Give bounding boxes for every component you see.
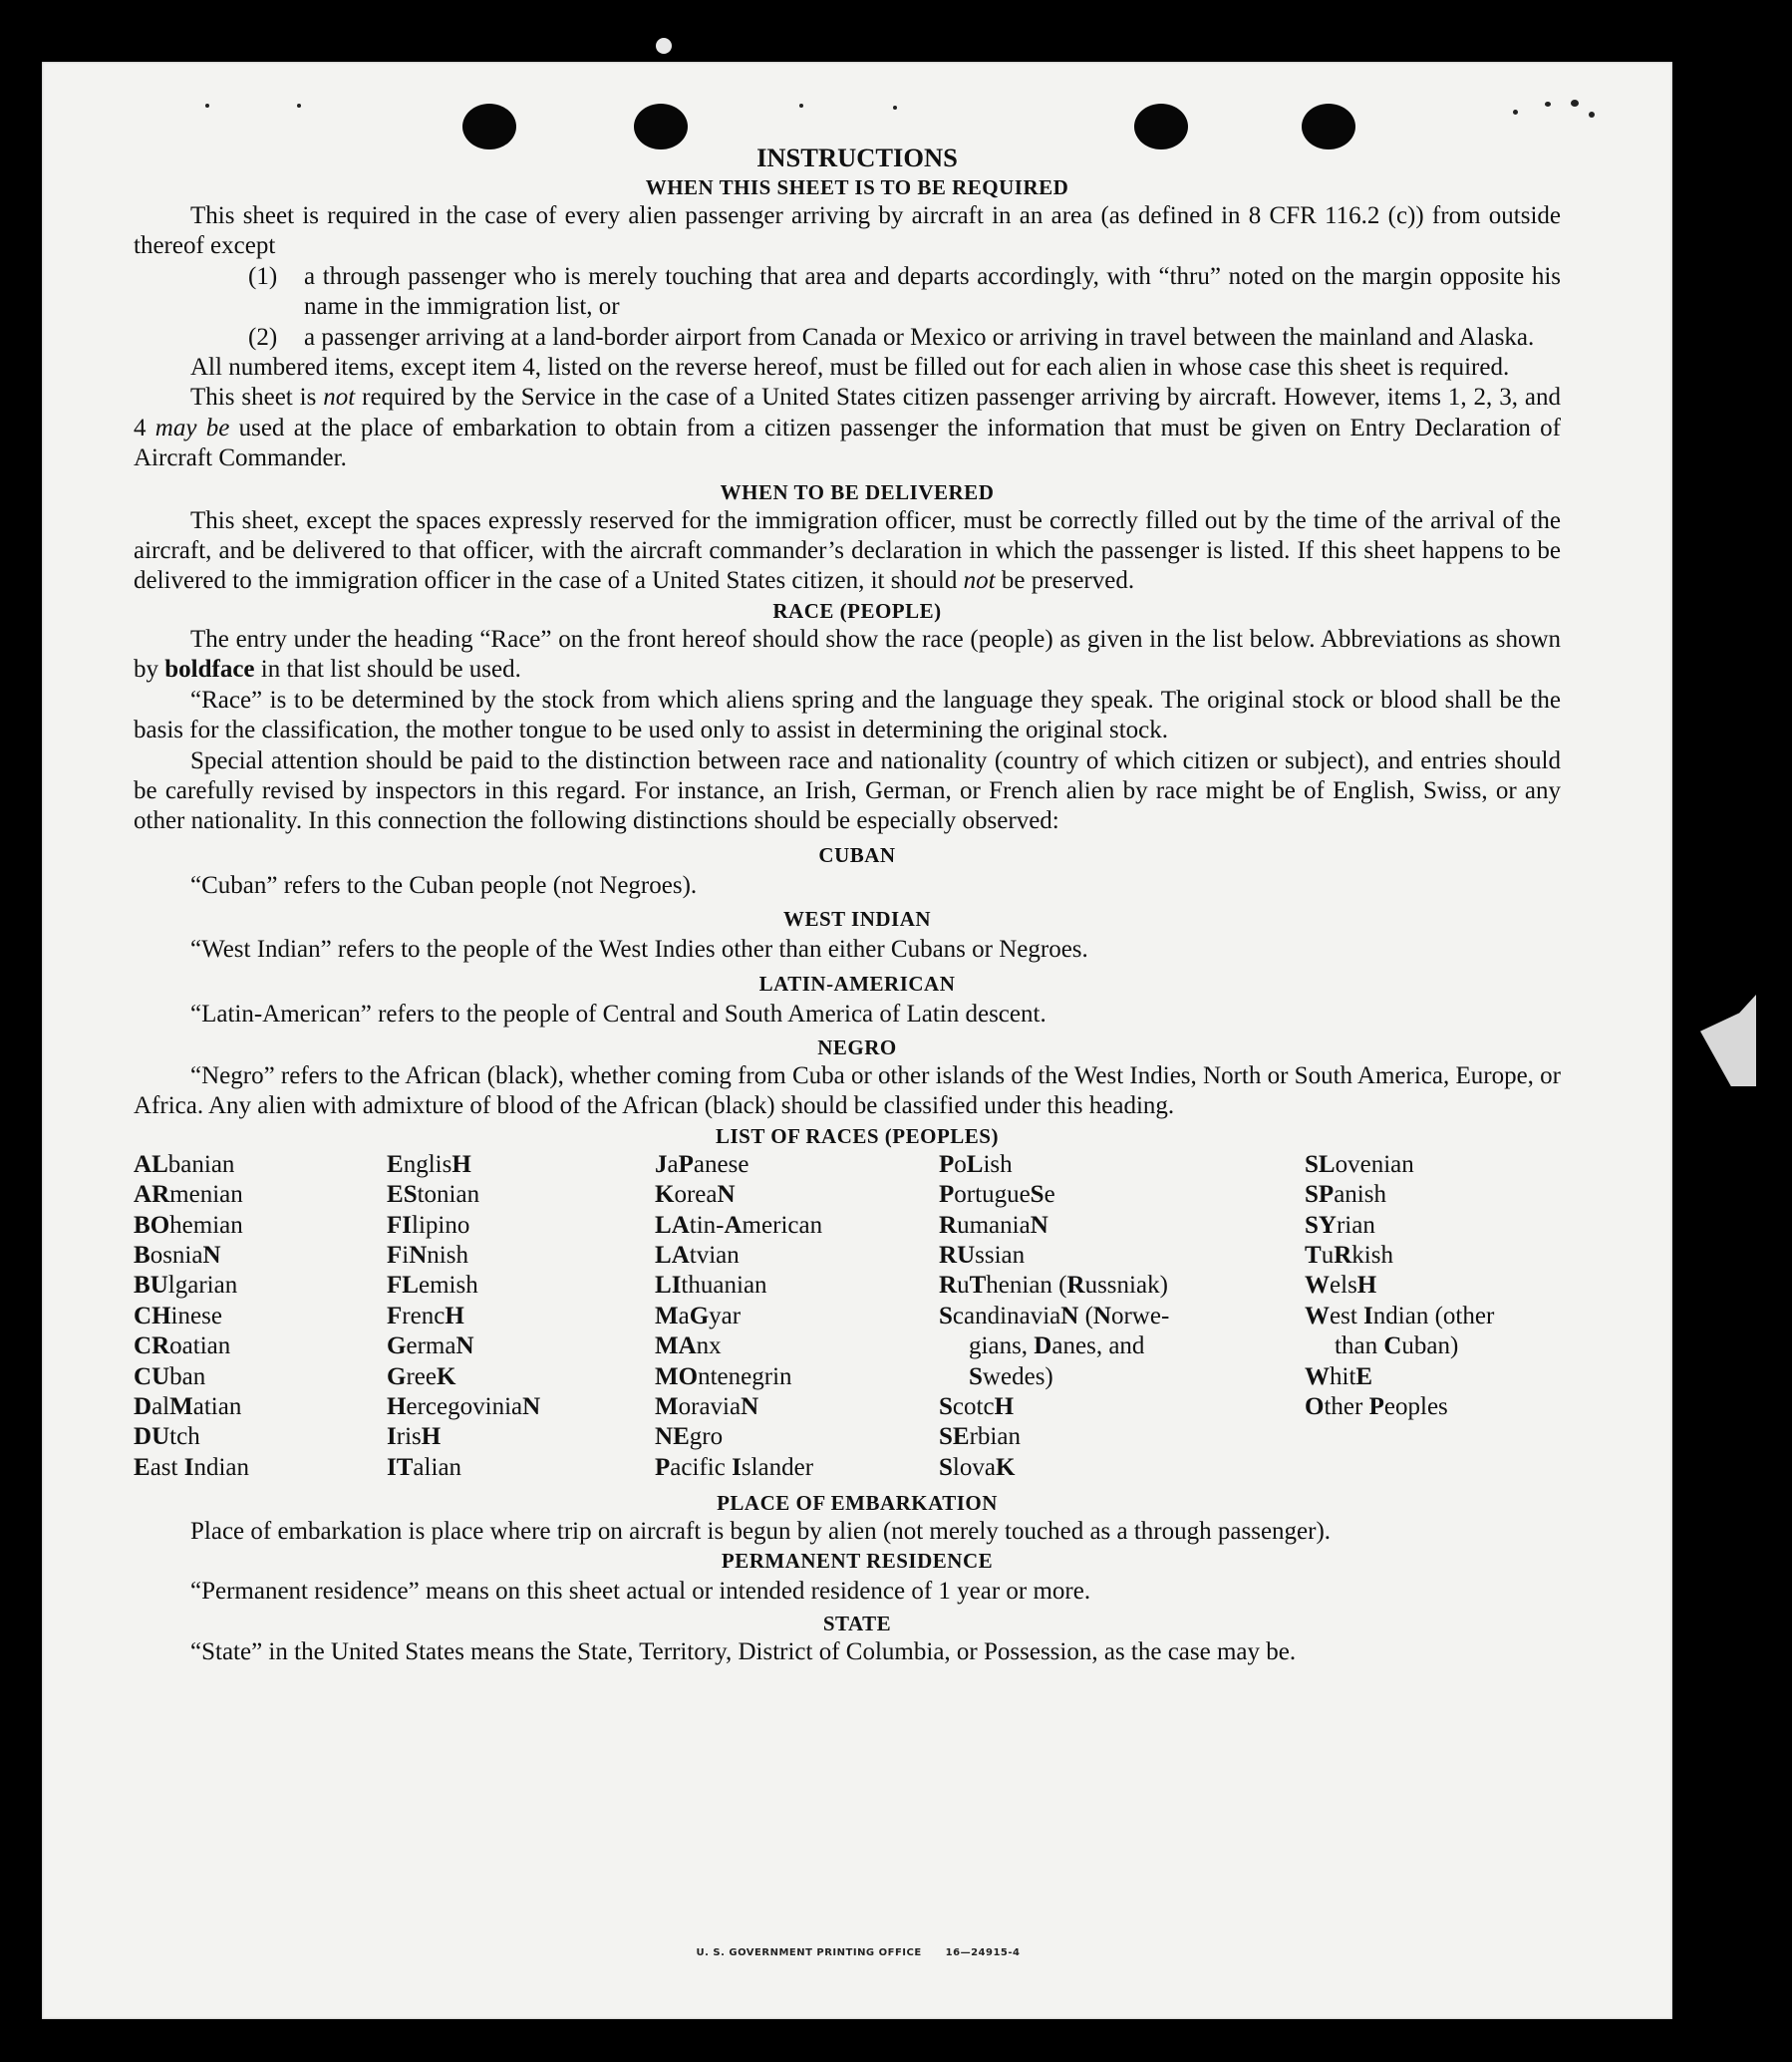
heading-west-indian: WEST INDIAN	[782, 907, 932, 932]
paragraph: This sheet is required in the case of every alien passenger arriving by aircraft in an area (as defined in 8 CFR 116.2 (c)) from outside thereof except	[134, 202, 1561, 260]
race-entry: DUtch	[134, 1423, 200, 1451]
heading-embarkation: PLACE OF EMBARKATION	[717, 1490, 998, 1515]
definition: “Cuban” refers to the Cuban people (not Negroes).	[190, 871, 698, 899]
definition: “Permanent residence” means on this sheet actual or intended residence of 1 year or more.	[190, 1578, 1091, 1606]
race-entry: MaGyar	[655, 1302, 742, 1329]
race-entry: RuThenian (Russniak)	[939, 1272, 1168, 1300]
race-entry: CRoatian	[134, 1332, 231, 1360]
heading-latin-american: LATIN-AMERICAN	[758, 971, 956, 996]
race-entry: DalMatian	[134, 1393, 242, 1420]
scan-speck	[1545, 102, 1551, 107]
race-entry: FLemish	[387, 1272, 478, 1300]
race-entry: ScotcH	[939, 1393, 1015, 1420]
page-title: INSTRUCTIONS	[756, 143, 958, 172]
scan-speck	[1513, 110, 1518, 115]
race-entry: RUssian	[939, 1241, 1026, 1269]
list-item	[134, 323, 1561, 353]
bold-text: boldface	[164, 656, 255, 684]
paragraph	[134, 383, 1561, 473]
race-entry: WelsH	[1305, 1272, 1377, 1300]
race-entry: KoreaN	[655, 1181, 736, 1209]
text-run: used at the place of embarkation to obtain from a citizen passenger the information that must be given on Entry Declaration of Aircraft Commander.	[134, 414, 1562, 472]
race-entry: PortugueSe	[939, 1181, 1055, 1209]
race-entry: EnglisH	[387, 1150, 471, 1178]
instructions-body	[134, 142, 1561, 1667]
definition: “Latin-American” refers to the people of Central and South America of Latin descent.	[190, 1000, 1046, 1028]
race-entry: Swedes)	[969, 1362, 1053, 1390]
scan-speck	[1571, 100, 1579, 107]
paragraph: “Negro” refers to the African (black), whether coming from Cuba or other islands of the West Indies, North or South America, Europe, or Africa. Any alien with admixture of blood of the African (black) should be classified under this heading.	[134, 1061, 1561, 1120]
race-entry: West Indian (other	[1305, 1302, 1495, 1329]
heading-when-required: WHEN THIS SHEET IS TO BE REQUIRED	[645, 175, 1069, 199]
text-run: This sheet is	[190, 384, 324, 412]
paragraph: Special attention should be paid to the distinction between race and nationality (country of which citizen or subject), and entries should be carefully revised by inspectors in this regard. For instance, an Irish, German, or French alien by race might be of English, Swiss, or any other nationality. In this connection the following distinctions should be especially observed:	[134, 746, 1561, 835]
race-entry: ARmenian	[134, 1181, 243, 1209]
race-entry: TuRkish	[1305, 1241, 1393, 1269]
scan-speck	[297, 104, 301, 108]
scan-dot	[656, 38, 672, 54]
race-entry: Pacific Islander	[655, 1453, 814, 1481]
race-entry: WhitE	[1305, 1362, 1373, 1390]
torn-paper-tab	[1700, 995, 1756, 1086]
races-column	[655, 1150, 822, 1483]
scan-speck	[205, 104, 209, 108]
race-entry: IrisH	[387, 1423, 442, 1451]
race-entry: CHinese	[134, 1302, 222, 1329]
races-column	[134, 1150, 249, 1483]
italic-text: not	[963, 567, 996, 595]
list-item	[134, 262, 1561, 323]
item-text: a through passenger who is merely touching that area and departs accordingly, with “thru” noted on the margin opposite his name in the immigration list, or	[304, 262, 1561, 321]
paragraph	[134, 506, 1561, 597]
heading-negro: NEGRO	[817, 1034, 897, 1059]
race-entry: MAnx	[655, 1332, 722, 1360]
scan-speck	[1589, 112, 1595, 118]
heading-list-of-races: LIST OF RACES (PEOPLES)	[716, 1123, 999, 1148]
race-entry: FiNnish	[387, 1241, 468, 1269]
race-entry: CUban	[134, 1362, 206, 1390]
race-entry: than Cuban)	[1335, 1332, 1459, 1360]
text-run: The entry under the heading “Race” on the front hereof should show the race (people) as given in the list below. Abbreviations as shown by	[134, 625, 1561, 684]
item-number: (2)	[248, 323, 278, 351]
race-entry: East Indian	[134, 1453, 250, 1481]
item-text: a passenger arriving at a land-border airport from Canada or Mexico or arriving in travel between the mainland and Alaska.	[304, 323, 1535, 351]
paragraph: “State” in the United States means the State, Territory, District of Columbia, or Possession, as the case may be.	[190, 1637, 1297, 1665]
race-entry: JaPanese	[655, 1150, 749, 1178]
races-column	[387, 1150, 540, 1483]
form-code: 16—24915-4	[945, 1947, 1021, 1958]
race-entry: MoraviaN	[655, 1393, 759, 1420]
printer-imprint	[0, 1947, 1696, 1958]
race-entry: BosniaN	[134, 1241, 221, 1269]
heading-when-delivered: WHEN TO BE DELIVERED	[720, 479, 995, 504]
italic-text: not	[323, 384, 356, 412]
scan-speck	[799, 104, 803, 108]
race-entry: SlovaK	[939, 1453, 1016, 1481]
race-entry: gians, Danes, and	[969, 1332, 1145, 1360]
race-entry: ScandinaviaN (Norwe-	[939, 1302, 1170, 1329]
text-run: This sheet, except the spaces expressly reserved for the immigration officer, must be correctly filled out by the time of the arrival of the aircraft, and be delivered to that officer, with the aircraft commander’s declaration in which the passenger is listed. If this sheet happens to be delivered to the immigration officer in the case of a United States citizen, it should	[134, 506, 1561, 595]
race-entry: Other Peoples	[1305, 1393, 1448, 1420]
race-entry: LIthuanian	[655, 1272, 767, 1300]
paragraph	[134, 625, 1561, 686]
heading-state: STATE	[822, 1611, 892, 1635]
definition: “West Indian” refers to the people of the West Indies other than either Cubans or Negroes.	[190, 936, 1088, 964]
race-entry: HercegoviniaN	[387, 1393, 541, 1420]
item-number: (1)	[248, 262, 278, 290]
race-entry: SErbian	[939, 1423, 1021, 1451]
races-column	[939, 1150, 1169, 1483]
paragraph: “Race” is to be determined by the stock from which aliens spring and the language they speak. The original stock or blood shall be the basis for the classification, the mother tongue to be used only to assist in determining the original stock.	[134, 686, 1561, 744]
race-entry: EStonian	[387, 1181, 480, 1209]
italic-text: may be	[154, 414, 230, 442]
race-entry: SYrian	[1305, 1211, 1375, 1239]
paragraph: Place of embarkation is place where trip on aircraft is begun by alien (not merely touched as a through passenger).	[190, 1517, 1332, 1545]
race-entry: FIlipino	[387, 1211, 470, 1239]
race-entry: MOntenegrin	[655, 1362, 792, 1390]
race-entry: BUlgarian	[134, 1272, 238, 1300]
text-run: required by the Service in the case of a United States citizen passenger arriving by aircraft. However, items 1, 2, 3, and 4	[134, 384, 1561, 442]
races-column	[1305, 1150, 1494, 1423]
race-entry: RumaniaN	[939, 1211, 1048, 1239]
race-entry: NEgro	[655, 1423, 724, 1451]
heading-race: RACE (PEOPLE)	[772, 598, 942, 623]
paragraph: All numbered items, except item 4, listed on the reverse hereof, must be filled out for each alien in whose case this sheet is required.	[190, 354, 1510, 382]
text-run: in that list should be used.	[254, 656, 521, 684]
race-entry: PoLish	[939, 1150, 1013, 1178]
race-entry: SPanish	[1305, 1181, 1386, 1209]
printer-name: U. S. GOVERNMENT PRINTING OFFICE	[696, 1947, 922, 1958]
race-entry: LAtin-American	[655, 1211, 823, 1239]
race-entry: LAtvian	[655, 1241, 740, 1269]
heading-cuban: CUBAN	[818, 842, 896, 867]
race-entry: SLovenian	[1305, 1150, 1414, 1178]
race-entry: ITalian	[387, 1453, 462, 1481]
race-entry: FrencH	[387, 1302, 464, 1329]
race-entry: ALbanian	[134, 1150, 235, 1178]
text-run: be preserved.	[995, 567, 1135, 595]
heading-permanent-residence: PERMANENT RESIDENCE	[721, 1549, 994, 1574]
race-entry: GermaN	[387, 1332, 474, 1360]
race-entry: GreeK	[387, 1362, 456, 1390]
races-list	[134, 1150, 1561, 1485]
race-entry: BOhemian	[134, 1211, 243, 1239]
scan-speck	[893, 106, 897, 110]
